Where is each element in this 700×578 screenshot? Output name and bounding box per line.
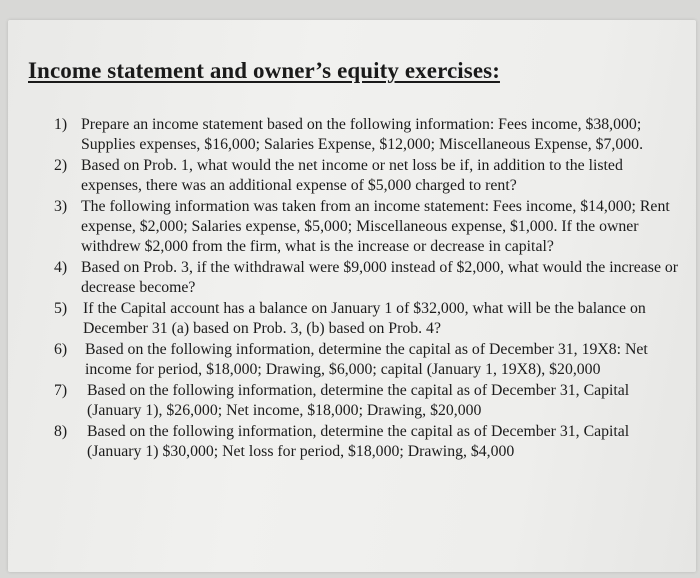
exercise-text: Prepare an income statement based on the following information: Fees income, $38,000; Supplies expenses, $16,000; Salaries Expense, $12,000; Miscellaneous Expense, $7,000. <box>81 116 644 154</box>
exercise-item-3 <box>54 197 684 258</box>
exercise-item-5 <box>54 299 684 340</box>
exercise-number: 8) <box>54 422 68 440</box>
page-title: Income statement and owner’s equity exercises: <box>28 58 500 83</box>
exercise-number: 2) <box>54 156 68 174</box>
exercise-item-2 <box>54 156 684 197</box>
exercise-number: 5) <box>54 299 68 317</box>
exercise-number: 1) <box>54 116 68 133</box>
exercise-text: Based on the following information, determine the capital as of December 31, 19X8: Net income for period, $18,000; Drawing, $6,000; capital (January 1, 19X8), $20,000 <box>85 340 648 379</box>
exercise-text: The following information was taken from an income statement: Fees income, $14,000; Rent expense, $2,000; Salaries expense, $5,000; Miscellaneous expense, $1,000. If the owner withdrew $2,000 from the firm, what is the increase or decrease in capital? <box>81 197 670 256</box>
exercise-text: Based on the following information, determine the capital as of December 31, Capital (January 1) $30,000; Net loss for period, $18,000; Drawing, $4,000 <box>87 422 630 460</box>
exercise-text: Based on Prob. 1, what would the net income or net loss be if, in addition to the listed expenses, there was an additional expense of $5,000 charged to rent? <box>81 156 623 195</box>
exercise-text: If the Capital account has a balance on January 1 of $32,000, what will be the balance on December 31 (a) based on Prob. 3, (b) based on Prob. 4? <box>83 299 646 338</box>
exercise-number: 3) <box>54 197 68 215</box>
exercise-text: Based on Prob. 3, if the withdrawal were $9,000 instead of $2,000, what would the increase or decrease become? <box>81 258 679 297</box>
exercise-item-7 <box>54 381 684 422</box>
exercise-item-1 <box>54 115 684 156</box>
exercise-number: 7) <box>54 381 68 399</box>
exercise-number: 6) <box>54 340 68 358</box>
exercise-item-6 <box>54 340 684 381</box>
exercise-item-8 <box>54 422 684 463</box>
exercise-number: 4) <box>54 258 68 276</box>
exercise-text: Based on the following information, determine the capital as of December 31, Capital (January 1), $26,000; Net income, $18,000; Drawing, $20,000 <box>87 381 630 419</box>
exercise-list <box>54 115 684 462</box>
exercise-item-4 <box>54 258 684 299</box>
